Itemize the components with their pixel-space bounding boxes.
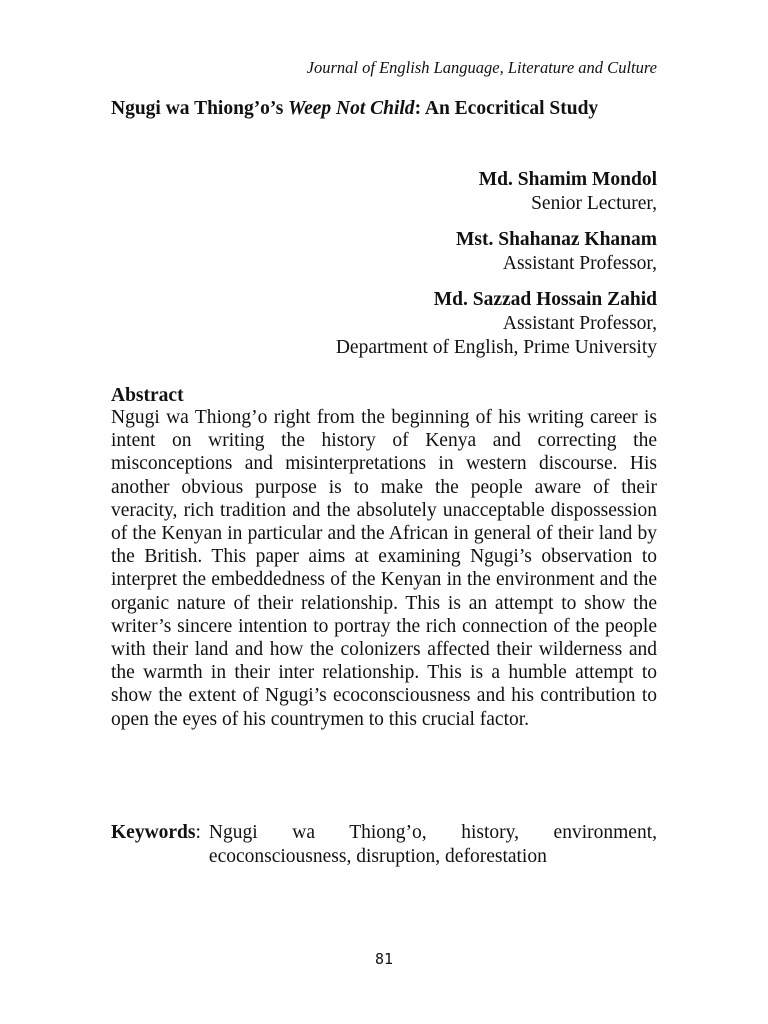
keywords-separator: : [195, 822, 201, 843]
keywords-label: Keywords [111, 822, 196, 843]
author-3 [111, 288, 657, 360]
abstract-heading: Abstract [111, 385, 184, 406]
title-novel-name: Weep Not Child [288, 98, 415, 119]
journal-running-head: Journal of English Language, Literature and Culture [306, 58, 657, 77]
title-part-1: Ngugi wa Thiong’o’s [111, 98, 289, 119]
article-title [111, 97, 657, 121]
author-1 [111, 168, 657, 216]
author-role: Assistant Professor, [502, 313, 657, 334]
abstract-body: Ngugi wa Thiong’o right from the beginning of his writing career is intent on writing the history of Kenya and correcting the misconceptions and misinterpretations in western discourse. His another obvious purpose is to make the people aware of their veracity, rich tradition and the absolutely unacceptable dispossession of the Kenyan in particular and the African in general of their land by the British. This paper aims at examining Ngugi’s observation to interpret the embeddedness of the Kenyan in the environment and the organic nature of their relationship. This is an attempt to show the writer’s sincere intention to portray the rich connection of the people with their land and how the colonizers affected their wilderness and the warmth in their inter relationship. This is a humble attempt to show the extent of Ngugi’s ecoconsciousness and his contribution to open the eyes of his countrymen to this crucial factor. [111, 407, 657, 730]
author-name: Md. Shamim Mondol [478, 169, 657, 190]
title-part-2: : An Ecocritical Study [414, 98, 599, 119]
author-list [111, 168, 657, 360]
keywords-label-wrap [111, 821, 201, 869]
author-role: Assistant Professor, [502, 253, 657, 274]
author-affiliation: Department of English, Prime University [335, 337, 657, 358]
author-role: Senior Lecturer, [531, 193, 657, 214]
author-name: Md. Sazzad Hossain Zahid [433, 289, 657, 310]
keywords-list [209, 821, 657, 869]
page-number: 81 [374, 950, 394, 968]
keywords-line-2: ecoconsciousness, disruption, deforestation [208, 846, 547, 867]
keywords-line-1: Ngugi wa Thiong’o, history, environment, [208, 822, 657, 843]
author-2 [111, 228, 657, 276]
author-name: Mst. Shahanaz Khanam [456, 229, 657, 250]
keywords-section [111, 821, 657, 869]
paper-page [111, 0, 657, 1024]
